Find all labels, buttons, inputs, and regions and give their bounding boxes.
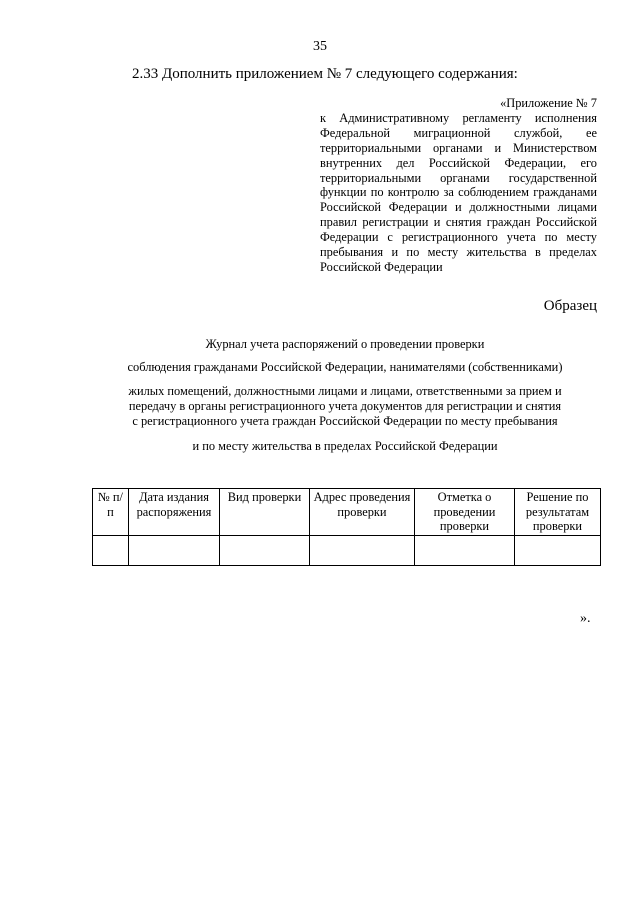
- table-header-row: [93, 489, 601, 536]
- section-heading: [132, 66, 518, 83]
- journal-title-line: Журнал учета распоряжений о проведении проверки: [205, 337, 485, 351]
- section-number: 2.33: [132, 66, 159, 82]
- column-header-inspection-type: Вид проверки: [220, 489, 310, 536]
- column-header-order-date: Дата издания распоряжения: [129, 489, 220, 536]
- table-cell: [93, 535, 129, 565]
- page-number: 35: [313, 39, 327, 54]
- journal-title-line: и по месту жительства в пределах Российской Федерации: [192, 439, 498, 453]
- journal-title-line: соблюдения гражданами Российской Федерации, нанимателями (собственниками): [127, 360, 563, 374]
- column-header-number: № п/п: [93, 489, 129, 536]
- sample-label: Образец: [543, 298, 597, 314]
- journal-title-line: с регистрационного учета граждан Российской Федерации по месту пребывания: [132, 414, 558, 428]
- table-cell: [310, 535, 415, 565]
- column-header-decision: Решение по результатам проверки: [515, 489, 601, 536]
- column-header-inspection-mark: Отметка о проведении проверки: [415, 489, 515, 536]
- appendix-body: к Административному регламенту исполнения Федеральной миграционной службой, ее территориальными органами и Министерством внутренних дел Российской Федерации, его территориальными органами государственной функции по контролю за соблюдением гражданами Российской Федерации и должностными лицами правил регистрации и снятия граждан Российской Федерации с регистрационного учета по месту пребывания и по месту жительства в пределах Российской Федерации: [320, 110, 597, 274]
- appendix-title: «Приложение № 7: [500, 96, 597, 110]
- section-heading-text: Дополнить приложением № 7 следующего содержания:: [162, 66, 518, 82]
- journal-title-line: жилых помещений, должностными лицами и лицами, ответственными за прием и: [128, 384, 562, 398]
- journal-title-line: передачу в органы регистрационного учета документов для регистрации и снятия: [128, 399, 562, 413]
- closing-quote-mark: ».: [580, 611, 591, 626]
- table-cell: [515, 535, 601, 565]
- table-cell: [129, 535, 220, 565]
- appendix-reference: [320, 96, 597, 275]
- table-cell: [415, 535, 515, 565]
- table-row: [93, 535, 601, 565]
- register-table: [92, 488, 601, 566]
- column-header-address: Адрес проведения проверки: [310, 489, 415, 536]
- table-cell: [220, 535, 310, 565]
